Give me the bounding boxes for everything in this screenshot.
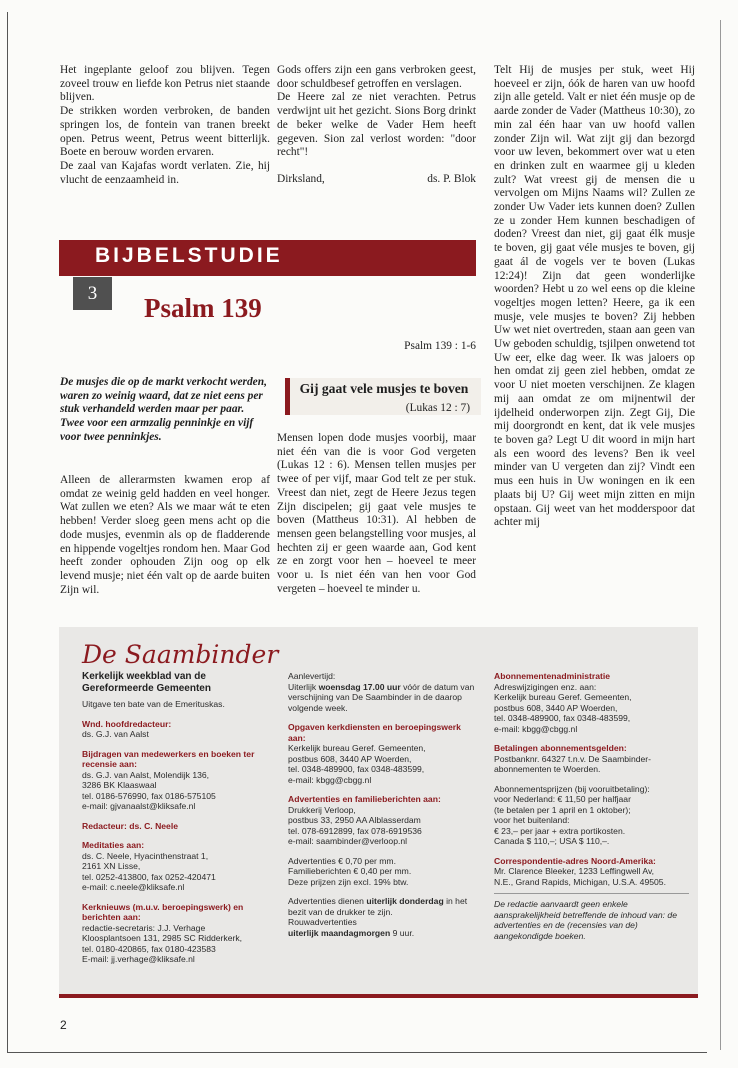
edition-note: Uitgave ten bate van de Emerituskas. <box>82 699 225 709</box>
block-line: Postbanknr. 64327 t.n.v. De Saambinder- <box>494 753 652 764</box>
ads-deadline: Advertenties dienen uiterlijk donderdag in het bezit van de drukker te zijn. <box>288 896 468 917</box>
colophon-column-1 <box>82 699 274 965</box>
block-line: tel. 0180-420865, fax 0180-423583 <box>82 943 216 954</box>
page-border-right <box>720 20 721 1050</box>
rate-line: Deze prijzen zijn excl. 19% btw. <box>288 876 409 887</box>
block-line: tel. 0348-489900, fax 0348-483599, <box>288 764 425 774</box>
price-line: Abonnementsprijzen (bij vooruitbetaling): <box>494 783 650 794</box>
block-line: tel. 0348-489900, fax 0348-483599, <box>494 713 631 723</box>
block-line: tel. 078-6912899, fax 078-6919536 <box>288 825 422 836</box>
signature-author: ds. P. Blok <box>427 172 476 185</box>
block-line: e-mail: kbgg@cbgg.nl <box>494 723 578 734</box>
column-2-body <box>277 432 476 596</box>
block-head: Betalingen abonnementsgelden: <box>494 743 627 753</box>
publication-logo: De Saambinder <box>82 640 279 669</box>
block-line: postbus 33, 2950 AA Alblasserdam <box>288 815 421 825</box>
block-head: Meditaties aan: <box>82 840 145 850</box>
block-line: Kerkelijk bureau Geref. Gemeenten, <box>288 743 426 753</box>
block-line: ds. G.J. van Aalst, Molendijk 136, <box>82 769 210 780</box>
block-line: Mr. Clarence Bleeker, 1233 Leffingwell Av, <box>494 866 655 876</box>
block-line: ds. C. Neele, Hyacinthenstraat 1, <box>82 850 209 861</box>
block-line: N.E., Grand Rapids, Michigan, U.S.A. 49505. <box>494 876 666 887</box>
deadline-label: Aanlevertijd: <box>288 671 336 681</box>
block-line: Kerkelijk bureau Geref. Gemeenten, <box>494 692 632 702</box>
block-head: Wnd. hoofdredacteur: <box>82 718 172 729</box>
paragraph: De strikken worden verbroken, de banden springen los, de fontein van tranen breekt open. Petrus weent, Petrus weent bitterlijk. Boete en berouw worden ervaren. <box>60 105 270 159</box>
block-head: Kerknieuws (m.u.v. beroepingswerk) en berichten aan: <box>82 901 244 922</box>
signature-place: Dirksland, <box>277 172 325 185</box>
block-line: tel. 0252-413800, fax 0252-420471 <box>82 871 216 882</box>
block-line: postbus 608, 3440 AP Woerden, <box>288 753 412 764</box>
block-line: 3286 BK Klaaswaal <box>82 780 157 790</box>
study-number-badge: 3 <box>73 277 112 310</box>
subheading-title: Gij gaat vele musjes te boven <box>299 381 469 396</box>
price-line: Canada $ 110,–; USA $ 110,–. <box>494 836 610 846</box>
block-line: tel. 0186-576990, fax 0186-575105 <box>82 790 216 801</box>
rouw-label: Rouwadvertenties <box>288 917 357 927</box>
section-label: BIJBELSTUDIE <box>95 244 283 267</box>
colophon-column-3 <box>494 671 689 941</box>
block-line: E-mail: jj.verhage@kliksafe.nl <box>82 954 195 964</box>
page-border-bottom <box>7 1052 707 1053</box>
block-line: 2161 XN Lisse, <box>82 861 141 871</box>
article-title: Psalm 139 <box>144 293 262 323</box>
block-head: Advertenties en familieberichten aan: <box>288 794 441 804</box>
price-line: € 23,– per jaar + extra portikosten. <box>494 825 626 836</box>
block-line: Adreswijzigingen enz. aan: <box>494 681 597 692</box>
page-border-left <box>7 12 8 1052</box>
column-3-text <box>494 64 695 530</box>
block-line: e-mail: saambinder@verloop.nl <box>288 836 408 846</box>
paragraph: Gods offers zijn een gans verbroken geest, door schuldbesef getroffen en verslagen. <box>277 64 476 90</box>
deadline-text: Uiterlijk woensdag 17.00 uur vóór de datum van verschijning van De Saambinder in de daarop volgende week. <box>288 681 475 713</box>
paragraph: Het ingeplante geloof zou blijven. Tegen zoveel trouw en liefde kon Petrus niet staande blijven. <box>60 64 270 104</box>
block-head: Abonnementenadministratie <box>494 671 611 681</box>
block-line: postbus 608, 3440 AP Woerden, <box>494 702 618 713</box>
block-line: redactie-secretaris: J.J. Verhage <box>82 922 206 933</box>
block-head: Opgaven kerkdiensten en beroepingswerk aan: <box>288 722 461 743</box>
column-2-continuation <box>277 64 476 187</box>
block-line: ds. G.J. van Aalst <box>82 729 149 739</box>
page-number: 2 <box>60 1018 67 1032</box>
article-intro: De musjes die op de markt verkocht werden, waren zo weinig waard, dat ze niet eens per stuk verhandeld werden maar per paar. Twee voor een armzalig penninkje en vijf voor twee penninkjes. <box>60 376 267 443</box>
paragraph: De zaal van Kajafas wordt verlaten. Zie, hij vlucht de eenzaamheid in. <box>60 159 270 186</box>
paragraph: Alleen de allerarmsten kwamen erop af omdat ze weinig geld hadden en veel honger. Wat zullen we eten? Als we maar wát te eten hebben! Verder sloeg geen mens acht op die dode musjes, evenmin als op de fladderende en hippende vogeltjes rondom hen. Maar God heeft zonder ophouden Zijn oog op elk levend musje; niet één valt op de aarde buiten Zijn wil. <box>60 474 270 596</box>
rouw-deadline: uiterlijk maandagmorgen 9 uur. <box>288 927 415 938</box>
publication-subtitle: Kerkelijk weekblad van de Gereformeerde Gemeenten <box>82 671 211 694</box>
rate-line: Advertenties € 0,70 per mm. <box>288 855 396 866</box>
signature <box>277 173 476 187</box>
colophon-column-2 <box>288 671 480 938</box>
column-1-continuation <box>60 64 270 187</box>
block-line: e-mail: gjvanaalst@kliksafe.nl <box>82 801 196 811</box>
price-line: (te betalen per 1 april en 1 oktober); <box>494 804 631 815</box>
block-head: Bijdragen van medewerkers en boeken ter recensie aan: <box>82 748 255 769</box>
paragraph: Telt Hij de musjes per stuk, weet Hij hoeveel er zijn, óók de haren van uw hoofd zijn alle geteld. Valt er niet één musje op de aarde zonder de Vader (Mattheus 10:30), zo min zal één haar van uw hoofd vallen zonder Zijn wil. Wat zijt gij dan bezorgd voor uw leven, bekommert over wat u eten en drinken zult en waarmee gij u kleden zult? Wat vreest gij de mensen die u vervolgen om Mijns Naams wil? Zullen ze zonder Uw Vader iets kunnen doen? Zullen ze u zonder Hem kunnen beschadigen of doden? Vreest dan niet, gij gaat élk musje te boven, gij gaat véle musjes te boven, gij gaat ál de vogels ver te boven (Lukas 12:24)! Zijn dat geen wonderlijke woorden? Hebt u zo wel eens op die kleine vogeltjes mogen letten? Heere, ga ik een musje, vele musjes te boven? Zij hebben Uw wet niet overtreden, staan aan geen van Uw geboden schuldig, tsjilpen onwetend tot Uw eer, elke dag weer. Ik was jaloers op hen omdat zij geen ziel hebben, omdat ze voor U niet moeten verschijnen. Ze klagen mij aan omdat ze om mijnentwil der ijdelheid onderworpen zijn. Zegt Gij, Die mij doorgrondt en kent, dat ik vele musjes te boven ga? Legt U dit woord in mijn hart als een woord des levens? Ben ik veel minder van U vergeten dan zij? Vindt een mus een huis in Uw woningen en ik een plaats bij U? Gij weet mijn zitten en mijn opstaan. Gij weet van het modderspoor dat achter mij <box>494 64 695 529</box>
block-line: e-mail: kbgg@cbgg.nl <box>288 774 372 785</box>
block-line: e-mail: c.neele@kliksafe.nl <box>82 882 185 892</box>
price-line: voor het buitenland: <box>494 815 570 825</box>
block-line: Kloosplantsoen 131, 2985 SC Ridderkerk, <box>82 933 243 943</box>
block-head: Redacteur: ds. C. Neele <box>82 820 178 831</box>
paragraph: Mensen lopen dode musjes voorbij, maar niet één van die is voor God vergeten (Lukas 12 : 6). Mensen tellen musjes per twee of per vijf, maar God telt ze per stuk. Vreest dan niet, zegt de Heere Jezus tegen Zijn discipelen; gij gaat vele musjes te boven (Mattheus 10:31). Al hebben de mensen geen belangstelling voor musjes, al hechten zij er geen waarde aan, God kent ze en zorgt voor hen – hoeveel te meer voor u. Is niet één van hen voor God vergeten – hoeveel te minder u. <box>277 432 476 595</box>
column-1-body <box>60 474 270 597</box>
price-line: voor Nederland: € 11,50 per halfjaar <box>494 794 631 804</box>
subheading-reference: (Lukas 12 : 7) <box>405 402 470 414</box>
block-line: abonnementen te Woerden. <box>494 764 601 774</box>
paragraph: De Heere zal ze niet verachten. Petrus verdwijnt uit het gezicht. Sions Borg drinkt de beker welke de Vader Hem heeft gegeven. Sion zal verlost worden: "door recht"! <box>277 91 476 159</box>
colophon-bottom-bar <box>59 994 698 998</box>
disclaimer: De redactie aanvaardt geen enkele aansprakelijkheid betreffende de inhoud van: de advertenties en de (recensies van de) aangekondigde boeken. <box>494 899 677 941</box>
rate-line: Familieberichten € 0,40 per mm. <box>288 866 412 876</box>
block-line: Drukkerij Verloop, <box>288 804 356 815</box>
scripture-reference: Psalm 139 : 1-6 <box>404 340 476 352</box>
block-head: Correspondentie-adres Noord-Amerika: <box>494 855 656 866</box>
